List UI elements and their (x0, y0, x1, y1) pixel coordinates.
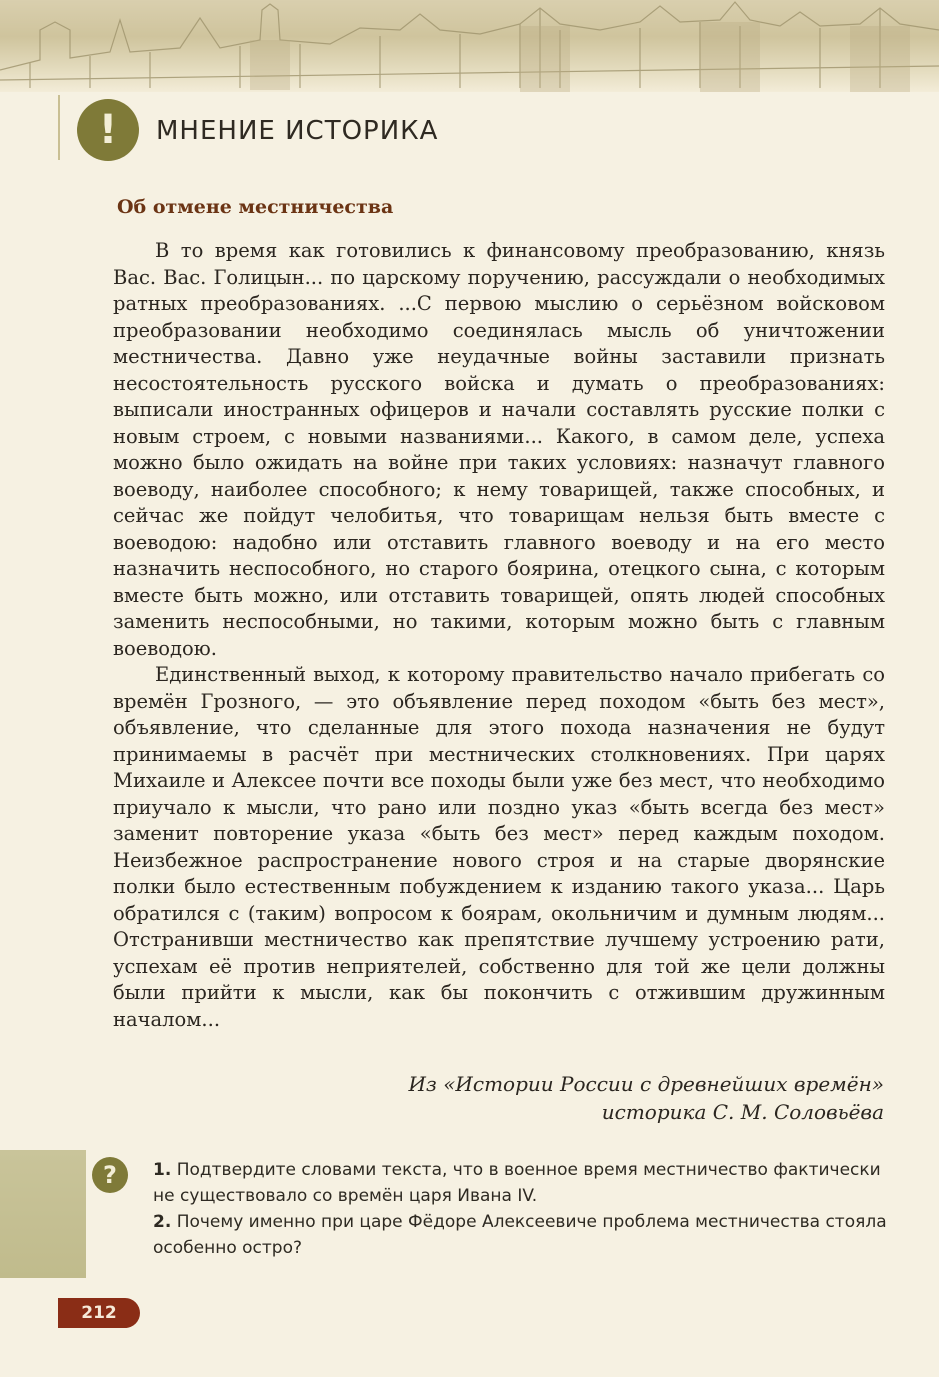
section-title: Об отмене местничества (117, 196, 394, 218)
header-banner-illustration (0, 0, 939, 92)
questions-side-band (0, 1150, 86, 1278)
city-skyline-illustration (0, 0, 939, 92)
exclamation-icon: ! (77, 99, 139, 161)
header-divider (58, 95, 60, 160)
question-number: 2. (153, 1212, 172, 1232)
quote-source (408, 1070, 884, 1126)
quote-paragraph: В то время как готовились к финансовому преобразованию, князь Вас. Вас. Голицын... по царскому поручению, рассуждали о необходимых ратных преобразованиях. ...С первою мыслию о серьёзном войсковом преобразовании необходимо соединялась мысль об уничтожении местничества. Давно уже неудачные войны заставили признать несостоятельность русского войска и думать о преобразованиях: выписали иностранных офицеров и начали составлять русские полки с новым строем, с новыми названиями... Какого, в самом деле, успеха можно было ожидать на войне при таких условиях: назначут главного воеводу, наиболее способного; к нему товарищей, также способных, и сейчас же пойдут челобитья, что товарищам нельзя быть вместе с воеводою: надобно или отставить главного воеводу и на его место назначить неспособного, но старого боярина, отецкого сына, с которым вместе быть можно, или отставить товарищей, опять людей способных заменить неспособными, но такими, которым можно быть с главным воеводою. (113, 239, 885, 660)
question-item (153, 1157, 893, 1209)
quote-paragraph: Единственный выход, к которому правительство начало прибегать со времён Грозного, — это объявление перед походом «быть без мест», объявление, что сделанные для этого похода назначения не будут принимаемы в расчёт при местнических столкновениях. При царях Михаиле и Алексее почти все походы были уже без мест, что необходимо приучало к мысли, что рано или поздно указ «быть всегда без мест» заменит повторение указа «быть без мест» перед каждым походом. Неизбежное распространение нового строя и на старые дворянские полки было естественным побуждением к изданию такого указа... Царь обратился с (таким) вопросом к боярам, окольничим и думным людям... Отстранивши местничество как препятствие лучшему устроению рати, успехам её против неприятелей, собственно для той же цели должны были прийти к мысли, как бы покончить с отжившим дружинным началом... (113, 663, 885, 1031)
question-number: 1. (153, 1160, 172, 1180)
question-text: Почему именно при царе Фёдоре Алексеевиче проблема местничества стояла особенно остро? (153, 1212, 887, 1258)
source-line: Из «Истории России с древнейших времён» (408, 1072, 884, 1096)
question-item (153, 1209, 893, 1261)
question-text: Подтвердите словами текста, что в военное время местничество фактически не существовало со времён царя Ивана IV. (153, 1160, 881, 1206)
questions-list (153, 1157, 893, 1261)
rubric-title: МНЕНИЕ ИСТОРИКА (156, 116, 439, 146)
question-icon: ? (92, 1157, 128, 1193)
source-line: историка С. М. Соловьёва (601, 1100, 884, 1124)
page-number: 212 (58, 1298, 140, 1328)
historian-quote (113, 238, 885, 1033)
